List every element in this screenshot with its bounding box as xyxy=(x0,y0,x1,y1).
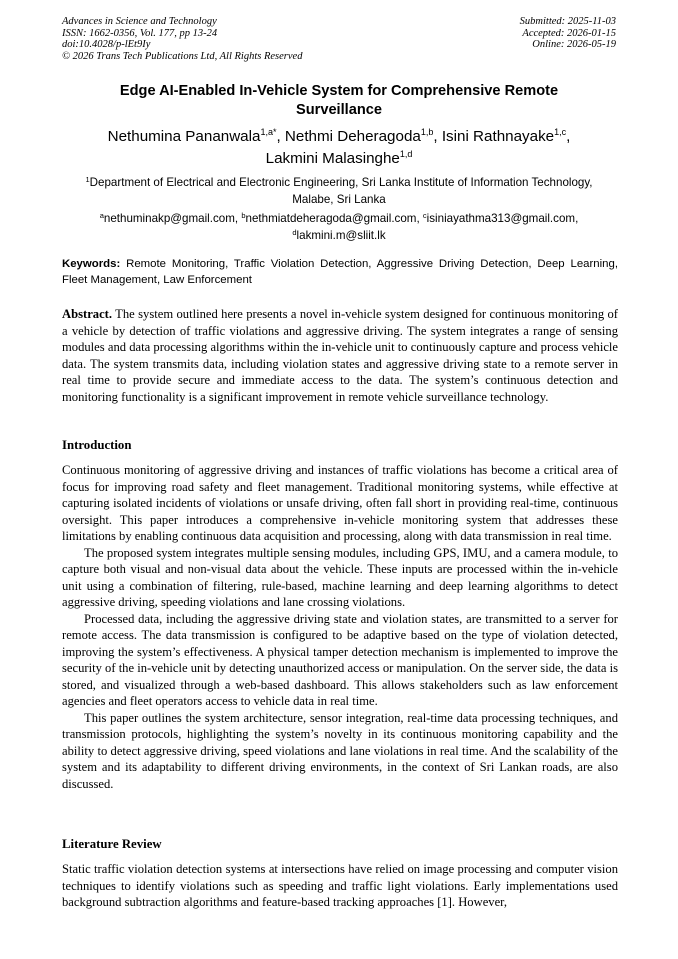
abstract-text: The system outlined here presents a novel in-vehicle system designed for continuous monitoring of a vehicle by detection of traffic violations and aggressive driving. The system integrates a range of sensing modules and data processing algorithms within the in-vehicle unit to continuously capture and process vehicle data. The system transmits data, including violation states and aggressive driving state to a remote server in real time to provide secure and immediate access to the data. The system’s continuous detection and monitoring functionality is a significant improvement in remote vehicle surveillance technology. xyxy=(62,307,618,404)
literature-paragraph: Static traffic violation detection systems at intersections have relied on image processing and computer vision techniques to identify violations such as speeding and traffic light violations. Early implementations used background subtraction algorithms and feature-based tracking approaches [1]. However, xyxy=(62,862,618,909)
emails-line-2 xyxy=(62,228,616,245)
email-link[interactable]: isiniayathma313@gmail.com xyxy=(426,212,576,225)
authors-line-2 xyxy=(62,148,616,170)
email-mark: a xyxy=(99,211,104,220)
abstract xyxy=(62,306,618,405)
copyright: © 2026 Trans Tech Publications Ltd, All Rights Reserved xyxy=(62,50,303,62)
dates-info xyxy=(520,16,616,51)
submitted-date: Submitted: 2025-11-03 xyxy=(519,16,616,27)
author-affiliation-mark: 1,d xyxy=(399,149,413,159)
journal-info xyxy=(62,16,302,62)
author-list xyxy=(62,126,616,170)
affiliation-mark: 1 xyxy=(85,175,90,184)
affiliation xyxy=(62,175,616,208)
author-affiliation-mark: 1,b xyxy=(420,127,434,137)
intro-paragraph: Processed data, including the aggressive driving state and violation states, are transmitted to a server for remote access. The data transmission is configured to be adaptive based on the type of violation detected, improving the system’s effectiveness. A physical tamper detection mechanism is implemented to improve the security of the in-vehicle unit by detecting unauthorized access or manipulation. On the server side, the data is stored, and visualized through a web-based dashboard. This allows stakeholders such as law enforcement agencies and fleet operators access to vehicle data in real time. xyxy=(62,611,618,708)
literature-review-heading: Literature Review xyxy=(62,837,162,851)
keywords xyxy=(62,256,618,288)
paper-title xyxy=(62,82,616,120)
email-mark: b xyxy=(241,211,246,220)
author-name: Nethumina Pananwala xyxy=(107,128,261,145)
keywords-text: Remote Monitoring, Traffic Violation Detection, Aggressive Driving Detection, Deep Learning, Fleet Management, Law Enforcement xyxy=(62,258,618,286)
affiliation-line-1 xyxy=(62,175,616,192)
email-link[interactable]: nethuminakp@gmail.com xyxy=(103,212,235,225)
email-link[interactable]: nethmiatdeheragoda@gmail.com xyxy=(245,212,417,225)
author-name: Isini Rathnayake xyxy=(441,128,555,145)
accepted-date: Accepted: 2026-01-15 xyxy=(522,27,616,39)
abstract-paragraph xyxy=(62,306,618,405)
author-affiliation-mark: 1,c xyxy=(554,127,567,137)
intro-paragraph: This paper outlines the system architecture, sensor integration, real-time data processing techniques, and transmission protocols, highlighting the system’s novelty in its continuous monitoring capability and the ability to detect aggressive driving, speed violations and lane violations in real time. And the scalability of the system and its adaptability to different driving environments, in the context of Sri Lankan roads, are also discussed. xyxy=(62,710,618,791)
journal-name: Advances in Science and Technology xyxy=(62,16,217,27)
keywords-label: Keywords: xyxy=(62,258,121,270)
title-line-1: Edge AI-Enabled In-Vehicle System for Comprehensive Remote xyxy=(119,83,559,99)
email-list xyxy=(62,211,616,244)
email-mark: d xyxy=(292,227,297,237)
intro-paragraph: Continuous monitoring of aggressive driving and instances of traffic violations has become a critical area of focus for improving road safety and fleet management. Traditional monitoring systems, while effective at capturing isolated incidents of violations or unsafe driving, often fall short in providing real-time, continuous oversight. This paper introduces a comprehensive in-vehicle monitoring system that addresses these limitations by enabling continuous data acquisition and processing, along with data transmission in real time. xyxy=(62,463,618,543)
intro-paragraph: The proposed system integrates multiple sensing modules, including GPS, IMU, and a camera module, to capture both visual and non-visual data about the vehicle. These inputs are processed within the in-vehicle unit using a combination of filtering, rule-based, machine learning and deep learning algorithms to detect aggressive driving, speeding violations and lane crossing violations. xyxy=(62,545,618,609)
authors-line-1: Nethumina Pananwala$^{1,a*}$, Nethmi Deheragoda$^{1,b}$, Isini Rathnayake$^{1,c}$, xyxy=(107,127,571,145)
email-mark: c xyxy=(422,211,427,220)
title-line-2: Surveillance xyxy=(296,102,382,118)
literature-review-body xyxy=(62,861,618,911)
affiliation-text: Department of Electrical and Electronic Engineering, Sri Lanka Institute of Information Technology, xyxy=(89,176,593,189)
emails-line-1: $^a$nethuminakp@gmail.com, $^b$nethmiatdeheragoda@gmail.com, $^c$isiniayathma313@gmail.com, xyxy=(99,211,579,225)
doi: doi:10.4028/p-lEt9Iy xyxy=(62,39,151,51)
introduction-heading: Introduction xyxy=(62,438,132,452)
issn: ISSN: 1662-0356, Vol. 177, pp 13-24 xyxy=(62,27,218,39)
online-date: Online: 2026-05-19 xyxy=(532,39,616,51)
author-name: Lakmini Malasinghe xyxy=(265,150,400,167)
abstract-label: Abstract. xyxy=(62,307,113,321)
introduction-body xyxy=(62,462,618,792)
author-name: Nethmi Deheragoda xyxy=(284,128,421,145)
author-affiliation-mark: 1,a* xyxy=(260,127,277,137)
affiliation-line-2: Malabe, Sri Lanka xyxy=(292,192,386,206)
email-link[interactable]: lakmini.m@sliit.lk xyxy=(296,228,386,242)
